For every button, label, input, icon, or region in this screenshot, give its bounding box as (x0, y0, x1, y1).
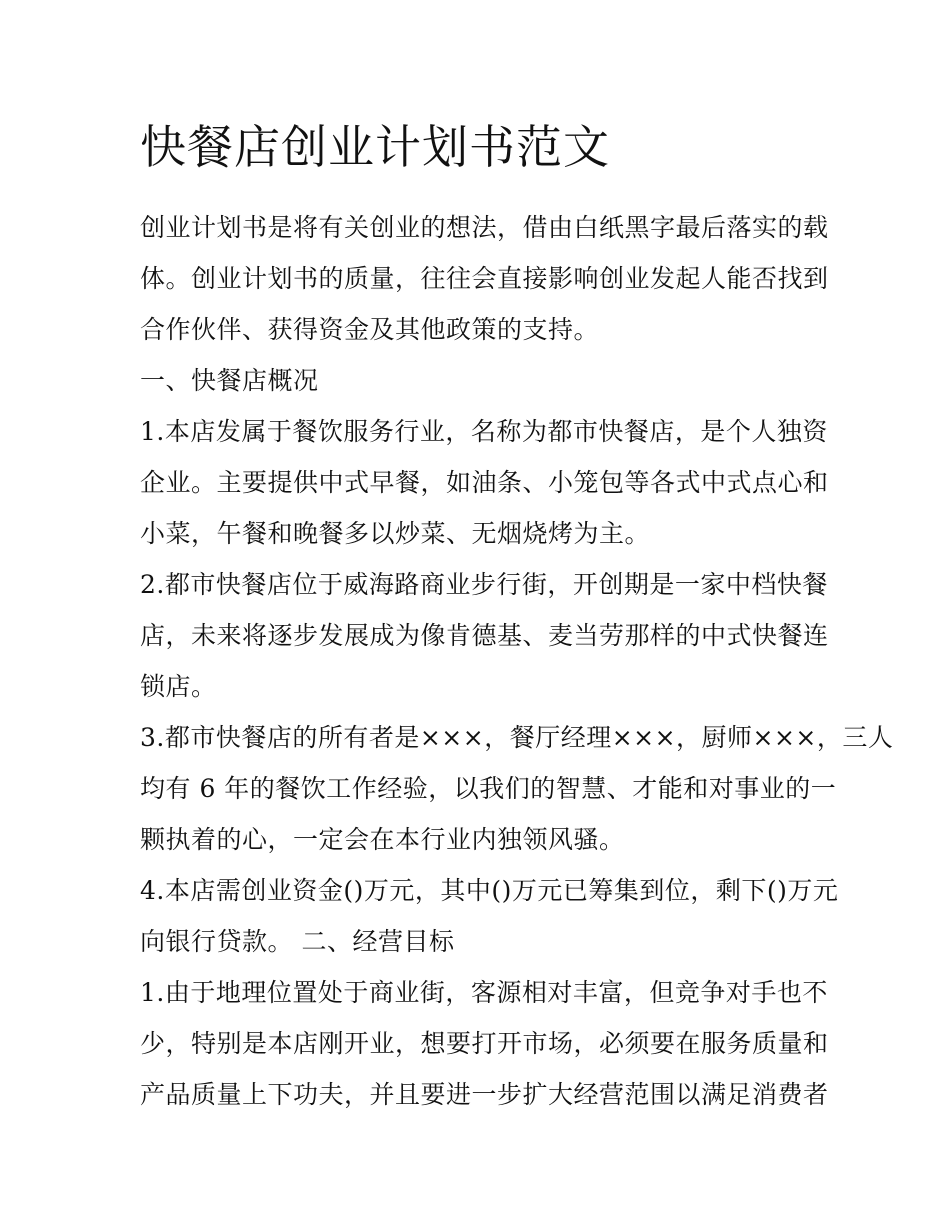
body-line: 1.本店发属于餐饮服务行业，名称为都市快餐店，是个人独资 (140, 417, 828, 446)
body-line: 1.由于地理位置处于商业街，客源相对丰富，但竞争对手也不 (140, 978, 828, 1007)
body-line: 均有 6 年的餐饮工作经验，以我们的智慧、才能和对事业的一 (140, 774, 837, 803)
body-line: 合作伙伴、获得资金及其他政策的支持。 (140, 315, 600, 344)
body-line: 小菜，午餐和晚餐多以炒菜、无烟烧烤为主。 (140, 519, 651, 548)
body-line: 4.本店需创业资金()万元，其中()万元已筹集到位，剩下()万元 (140, 876, 839, 905)
body-line: 店，未来将逐步发展成为像肯德基、麦当劳那样的中式快餐连 (140, 621, 829, 650)
document-title: 快餐店创业计划书范文 (140, 120, 610, 174)
body-line: 创业计划书是将有关创业的想法，借由白纸黑字最后落实的载 (140, 213, 829, 242)
body-line: 2.都市快餐店位于威海路商业步行街，开创期是一家中档快餐 (140, 570, 828, 599)
body-line: 产品质量上下功夫，并且要进一步扩大经营范围以满足消费者 (140, 1080, 829, 1109)
body-line: 企业。主要提供中式早餐，如油条、小笼包等各式中式点心和 (140, 468, 829, 497)
body-line: 少，特别是本店刚开业，想要打开市场，必须要在服务质量和 (140, 1029, 829, 1058)
document-body (140, 202, 894, 1120)
body-line: 向银行贷款。 二、经营目标 (140, 927, 455, 956)
body-line: 3.都市快餐店的所有者是×××，餐厅经理×××，厨师×××，三人 (140, 723, 894, 752)
section-heading: 一、快餐店概况 (140, 366, 319, 395)
body-line: 颗执着的心，一定会在本行业内独领风骚。 (140, 825, 625, 854)
body-line: 锁店。 (140, 672, 217, 701)
body-line: 体。创业计划书的质量，往往会直接影响创业发起人能否找到 (140, 264, 829, 293)
document-page (140, 112, 894, 1120)
